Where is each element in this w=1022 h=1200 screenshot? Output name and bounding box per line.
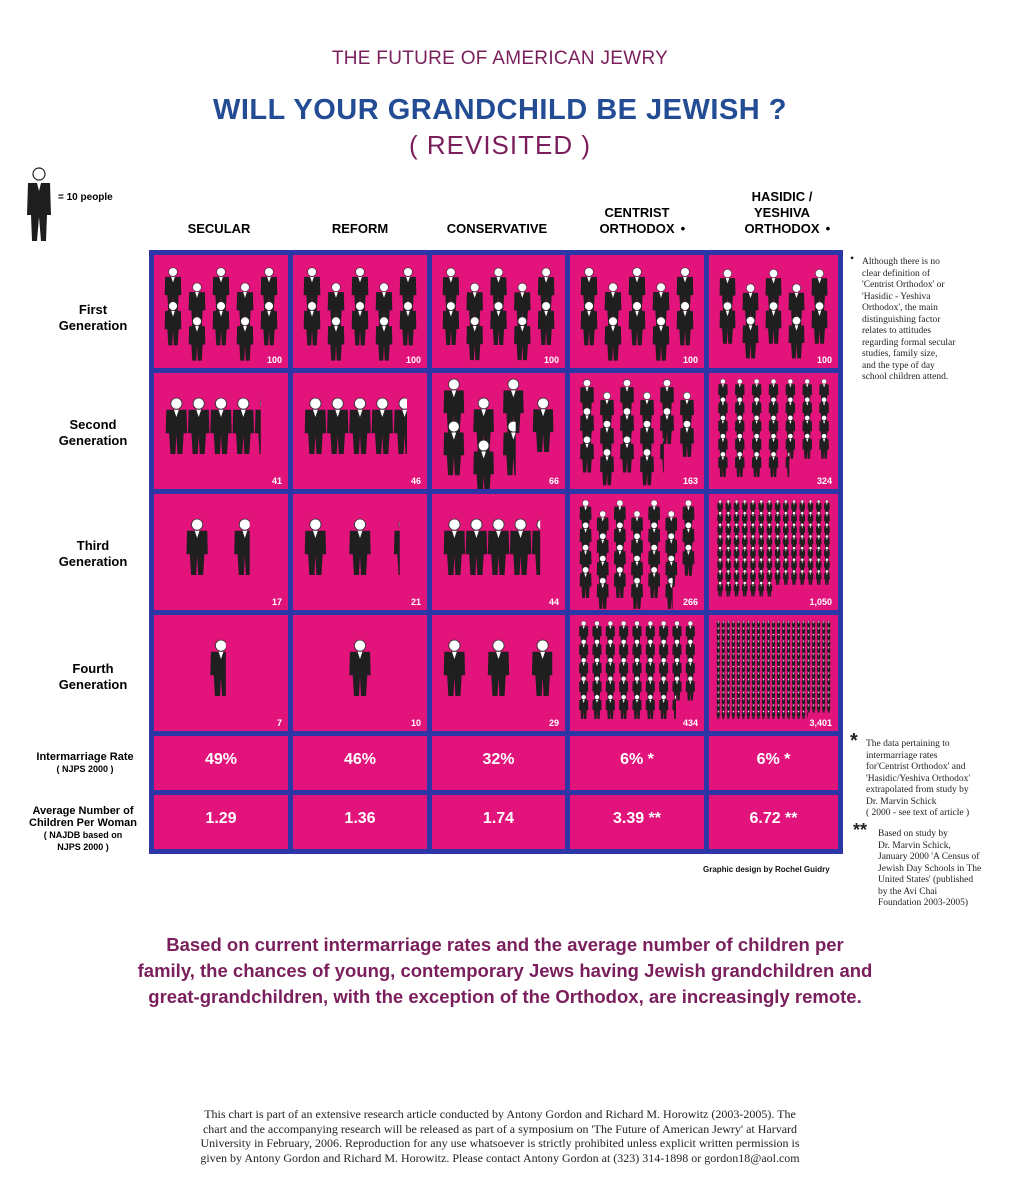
person-figure-icon bbox=[304, 302, 321, 346]
person-figure-icon bbox=[737, 711, 740, 719]
note-line: United States' (published bbox=[878, 875, 974, 885]
generation-count-label: 66 bbox=[548, 476, 559, 486]
intermarriage-value: 49% bbox=[204, 751, 238, 768]
graphic-credit: Graphic design by Rochel Guidry bbox=[703, 865, 830, 874]
row-header-line: Generation bbox=[58, 554, 128, 569]
generation-count-label: 10 bbox=[410, 718, 421, 728]
column-header-bullet: • bbox=[680, 221, 686, 236]
person-figure-icon bbox=[720, 302, 736, 344]
people-figures bbox=[432, 373, 565, 489]
generation-cell bbox=[570, 615, 704, 731]
person-figure-icon bbox=[747, 711, 750, 719]
person-figure-icon bbox=[394, 398, 415, 454]
generation-cell bbox=[432, 494, 565, 610]
intermarriage-value: 32% bbox=[482, 751, 515, 768]
person-figure-icon bbox=[653, 317, 670, 361]
people-figures bbox=[432, 494, 565, 610]
column-header-line: CENTRIST bbox=[604, 205, 670, 220]
person-figure-icon bbox=[606, 695, 615, 719]
row-header-line: Generation bbox=[58, 433, 128, 448]
person-figure-icon bbox=[802, 434, 812, 459]
person-figure-icon bbox=[327, 398, 348, 454]
person-figure-icon bbox=[233, 398, 254, 454]
person-figure-icon bbox=[734, 582, 740, 597]
note-line: 'Hasidic/Yeshiva Orthodox' bbox=[866, 773, 971, 784]
column-header-3 bbox=[567, 205, 707, 237]
row-header-line: Generation bbox=[58, 318, 128, 333]
column-header-2 bbox=[427, 221, 567, 237]
person-figure-icon bbox=[789, 317, 805, 359]
person-figure-icon bbox=[660, 436, 674, 472]
conclusion-text bbox=[40, 932, 970, 1010]
people-figures bbox=[154, 615, 288, 731]
generation-cell bbox=[293, 615, 427, 731]
person-figure-icon bbox=[758, 582, 764, 597]
generation-count-label: 434 bbox=[682, 718, 698, 728]
person-figure-icon bbox=[752, 711, 755, 719]
person-figure-icon bbox=[466, 519, 487, 575]
person-figure-icon bbox=[665, 578, 677, 609]
row-header-generation-1 bbox=[18, 302, 168, 334]
person-figure-icon bbox=[786, 452, 796, 477]
person-figure-icon bbox=[444, 640, 465, 696]
column-header-line: CONSERVATIVE bbox=[446, 221, 548, 236]
note-line: and the type of day bbox=[862, 360, 935, 371]
generation-count-label: 163 bbox=[682, 476, 698, 486]
person-figure-icon bbox=[817, 704, 820, 712]
person-figure-icon bbox=[400, 302, 417, 346]
person-figure-icon bbox=[443, 302, 460, 345]
person-figure-icon bbox=[750, 582, 756, 597]
legend-label: = 10 people bbox=[58, 192, 113, 203]
children-value: 1.74 bbox=[482, 810, 515, 827]
intermarriage-cell bbox=[570, 736, 704, 790]
row-header-line: Children Per Woman bbox=[29, 817, 137, 829]
conclusion-line: Based on current intermarriage rates and the average number of children per bbox=[166, 934, 844, 955]
person-figure-icon bbox=[255, 398, 276, 454]
person-figure-icon bbox=[580, 436, 594, 472]
children-value: 6.72 ** bbox=[749, 810, 798, 827]
generation-cell bbox=[570, 373, 704, 489]
generation-count-label: 41 bbox=[271, 476, 282, 486]
person-figure-icon bbox=[812, 302, 828, 344]
generation-cell bbox=[432, 615, 565, 731]
column-header-bullet: • bbox=[825, 221, 831, 236]
generation-cell bbox=[154, 615, 288, 731]
person-figure-icon bbox=[514, 317, 531, 360]
person-figure-icon bbox=[672, 695, 681, 719]
people-figures bbox=[293, 373, 427, 489]
people-figures bbox=[709, 615, 838, 731]
generation-count-label: 1,050 bbox=[809, 597, 832, 607]
note-line: 'Centrist Orthodox' or bbox=[862, 280, 945, 290]
row-header-line: Second bbox=[69, 417, 117, 432]
person-figure-icon bbox=[503, 421, 524, 475]
person-figure-icon bbox=[782, 711, 785, 719]
note-line: by the Avi Chai bbox=[878, 886, 938, 897]
note-orthodox-definition bbox=[862, 257, 1012, 384]
intermarriage-cell bbox=[154, 736, 288, 790]
person-figure-icon bbox=[394, 519, 415, 575]
row-header-line: Generation bbox=[58, 677, 128, 692]
person-figure-icon bbox=[742, 711, 745, 719]
intermarriage-cell bbox=[432, 736, 565, 790]
note-line: distinguishing factor bbox=[862, 314, 941, 325]
note-double-star-icon: ** bbox=[853, 820, 868, 840]
note-line: intermarriage rates bbox=[866, 750, 938, 761]
intermarriage-cell bbox=[709, 736, 838, 790]
person-figure-icon bbox=[686, 676, 695, 700]
person-figure-icon bbox=[631, 578, 643, 609]
person-figure-icon bbox=[305, 519, 326, 575]
column-header-line: YESHIVA bbox=[753, 205, 811, 220]
note-single-star-icon: * bbox=[850, 730, 858, 752]
person-figure-icon bbox=[237, 317, 254, 361]
people-figures bbox=[570, 494, 704, 610]
person-figure-icon bbox=[605, 317, 622, 361]
person-figure-icon bbox=[822, 704, 825, 712]
person-figure-icon bbox=[717, 711, 720, 719]
people-figures bbox=[154, 494, 288, 610]
people-figures bbox=[293, 615, 427, 731]
person-figure-icon bbox=[165, 302, 182, 346]
people-figures bbox=[154, 373, 288, 489]
column-header-line: HASIDIC / bbox=[751, 189, 813, 204]
person-figure-icon bbox=[680, 421, 694, 457]
note-intermarriage bbox=[866, 739, 1016, 820]
person-figure-icon bbox=[722, 711, 725, 719]
note-line: The data pertaining to bbox=[866, 739, 950, 749]
note-line: Dr. Marvin Schick bbox=[866, 796, 937, 807]
column-header-line: SECULAR bbox=[187, 221, 251, 236]
generation-cell bbox=[432, 255, 565, 368]
person-figure-icon bbox=[466, 317, 483, 360]
person-figure-icon bbox=[349, 640, 370, 696]
generation-count-label: 324 bbox=[816, 476, 832, 486]
person-figure-icon bbox=[597, 578, 609, 609]
note-line: studies, family size, bbox=[862, 349, 938, 359]
person-figure-icon bbox=[682, 545, 694, 576]
person-figure-icon bbox=[579, 695, 588, 719]
column-header-1 bbox=[290, 221, 430, 237]
generation-cell bbox=[709, 494, 838, 610]
generation-count-label: 17 bbox=[271, 597, 282, 607]
person-figure-icon bbox=[188, 398, 209, 454]
people-figures bbox=[709, 373, 838, 489]
generation-count-label: 100 bbox=[266, 355, 282, 365]
column-header-line: REFORM bbox=[331, 221, 389, 236]
people-figures bbox=[293, 255, 427, 368]
person-figure-icon bbox=[213, 302, 230, 346]
person-figure-icon bbox=[791, 570, 797, 585]
person-figure-icon bbox=[725, 582, 731, 597]
chart-grid bbox=[149, 250, 843, 854]
note-line: Based on study by bbox=[878, 829, 948, 839]
person-figure-icon bbox=[592, 695, 601, 719]
person-figure-icon bbox=[648, 567, 660, 598]
person-figure-icon bbox=[735, 452, 745, 477]
person-figure-icon bbox=[580, 567, 592, 598]
note-line: Orthodox', the main bbox=[862, 303, 938, 313]
person-figure-icon bbox=[210, 398, 231, 454]
row-header-line: Average Number of bbox=[32, 805, 134, 817]
children-cell bbox=[432, 795, 565, 849]
intermarriage-value: 46% bbox=[343, 751, 377, 768]
person-figure-icon bbox=[732, 711, 735, 719]
generation-cell bbox=[570, 255, 704, 368]
person-figure-icon bbox=[772, 711, 775, 719]
generation-count-label: 100 bbox=[405, 355, 421, 365]
note-line: Foundation 2003-2005) bbox=[878, 898, 968, 908]
person-figure-icon bbox=[261, 302, 278, 346]
person-figure-icon bbox=[808, 570, 814, 585]
generation-cell bbox=[432, 373, 565, 489]
row-header-generation-2 bbox=[18, 417, 168, 449]
person-figure-icon bbox=[646, 695, 655, 719]
generation-count-label: 21 bbox=[410, 597, 421, 607]
note-line: January 2000 'A Census of bbox=[878, 852, 980, 862]
legend-person-figure-icon bbox=[25, 165, 53, 245]
people-figures bbox=[432, 615, 565, 731]
people-figures bbox=[154, 255, 288, 368]
children-cell bbox=[709, 795, 838, 849]
page-subtitle: ( REVISITED ) bbox=[408, 130, 591, 160]
generation-cell bbox=[709, 373, 838, 489]
person-figure-icon bbox=[376, 317, 393, 361]
conclusion-line: great-grandchildren, with the exception of the Orthodox, are increasingly remote. bbox=[148, 986, 862, 1007]
note-line: Jewish Day Schools in The bbox=[878, 863, 982, 874]
person-figure-icon bbox=[349, 398, 370, 454]
children-value: 1.36 bbox=[344, 810, 376, 827]
person-figure-icon bbox=[532, 519, 553, 575]
person-figure-icon bbox=[234, 519, 255, 575]
generation-cell bbox=[154, 255, 288, 368]
person-figure-icon bbox=[762, 711, 765, 719]
person-figure-icon bbox=[677, 302, 694, 346]
person-figure-icon bbox=[488, 640, 509, 696]
person-figure-icon bbox=[352, 302, 369, 346]
people-figures bbox=[293, 494, 427, 610]
supertitle: THE FUTURE OF AMERICAN JEWRY bbox=[331, 48, 669, 69]
note-line: for'Centrist Orthodox' and bbox=[866, 762, 966, 772]
generation-cell bbox=[709, 615, 838, 731]
note-children bbox=[878, 829, 1018, 910]
footer-line: given by Antony Gordon and Richard M. Horowitz. Please contact Antony Gordon at (323) 314-1898 or gordon18@aol.com bbox=[200, 1150, 800, 1165]
person-figure-icon bbox=[757, 711, 760, 719]
person-figure-icon bbox=[532, 640, 553, 696]
people-figures bbox=[709, 494, 838, 610]
intermarriage-value: 6% * bbox=[756, 751, 791, 768]
person-figure-icon bbox=[372, 398, 393, 454]
person-figure-icon bbox=[640, 449, 654, 485]
person-figure-icon bbox=[210, 640, 231, 696]
person-figure-icon bbox=[786, 434, 796, 459]
person-figure-icon bbox=[792, 711, 795, 719]
generation-count-label: 46 bbox=[410, 476, 421, 486]
intermarriage-value: 6% * bbox=[620, 751, 654, 768]
row-header-generation-3 bbox=[18, 538, 168, 570]
conclusion-line: family, the chances of young, contemporary Jews having Jewish grandchildren and bbox=[137, 960, 873, 981]
people-figures bbox=[432, 255, 565, 368]
note-line: ( 2000 - see text of article ) bbox=[866, 808, 970, 818]
person-figure-icon bbox=[797, 711, 800, 719]
person-figure-icon bbox=[816, 570, 822, 585]
row-header-intermarriage bbox=[10, 751, 160, 775]
generation-cell bbox=[154, 494, 288, 610]
note-bullet: • bbox=[850, 251, 855, 265]
row-header-sub: ( NJPS 2000 ) bbox=[56, 764, 114, 774]
column-header-line: ORTHODOX • bbox=[599, 221, 686, 236]
row-header-children bbox=[8, 805, 158, 853]
row-header-line: Fourth bbox=[72, 661, 114, 676]
person-figure-icon bbox=[166, 398, 187, 454]
person-figure-icon bbox=[787, 711, 790, 719]
person-figure-icon bbox=[718, 452, 728, 477]
person-figure-icon bbox=[672, 676, 681, 700]
footer-line: This chart is part of an extensive research article conducted by Antony Gordon and Richard M. Horowitz (2003-2005). The bbox=[204, 1107, 796, 1121]
person-figure-icon bbox=[473, 440, 494, 489]
person-figure-icon bbox=[742, 582, 748, 597]
person-figure-icon bbox=[510, 519, 531, 575]
note-line: extrapolated from study by bbox=[866, 785, 969, 795]
generation-count-label: 3,401 bbox=[809, 718, 832, 728]
generation-count-label: 7 bbox=[276, 718, 282, 728]
people-figures bbox=[709, 255, 838, 368]
children-cell bbox=[154, 795, 288, 849]
person-figure-icon bbox=[186, 519, 207, 575]
row-header-generation-4 bbox=[18, 661, 168, 693]
generation-count-label: 29 bbox=[548, 718, 559, 728]
generation-cell bbox=[154, 373, 288, 489]
generation-count-label: 100 bbox=[543, 355, 559, 365]
person-figure-icon bbox=[189, 317, 206, 361]
person-figure-icon bbox=[488, 519, 509, 575]
person-figure-icon bbox=[619, 695, 628, 719]
person-figure-icon bbox=[717, 582, 723, 597]
people-figures bbox=[570, 255, 704, 368]
person-figure-icon bbox=[490, 302, 507, 345]
person-figure-icon bbox=[807, 704, 810, 712]
generation-cell bbox=[293, 494, 427, 610]
row-header-line: Intermarriage Rate bbox=[36, 751, 134, 763]
people-figures bbox=[570, 615, 704, 731]
person-figure-icon bbox=[349, 519, 370, 575]
person-figure-icon bbox=[767, 711, 770, 719]
generation-count-label: 44 bbox=[548, 597, 559, 607]
page-title: WILL YOUR GRANDCHILD BE JEWISH ? bbox=[213, 94, 787, 126]
person-figure-icon bbox=[581, 302, 598, 346]
person-figure-icon bbox=[743, 317, 759, 359]
note-line: relates to attitudes bbox=[862, 326, 932, 336]
person-figure-icon bbox=[752, 452, 762, 477]
row-header-line: First bbox=[78, 302, 108, 317]
generation-cell bbox=[709, 255, 838, 368]
person-figure-icon bbox=[533, 398, 554, 452]
generation-cell bbox=[293, 373, 427, 489]
person-figure-icon bbox=[767, 582, 773, 597]
person-figure-icon bbox=[659, 695, 668, 719]
row-header-line: Third bbox=[76, 538, 110, 553]
column-header-4 bbox=[712, 189, 852, 237]
person-figure-icon bbox=[824, 570, 830, 585]
person-figure-icon bbox=[305, 398, 326, 454]
children-cell bbox=[293, 795, 427, 849]
note-line: regarding formal secular bbox=[862, 337, 956, 348]
column-header-line: ORTHODOX • bbox=[744, 221, 831, 236]
person-figure-icon bbox=[632, 695, 641, 719]
person-figure-icon bbox=[444, 421, 465, 475]
children-value: 1.29 bbox=[205, 810, 237, 827]
note-line: 'Hasidic - Yeshiva bbox=[862, 291, 931, 302]
intermarriage-cell bbox=[293, 736, 427, 790]
note-line: clear definition of bbox=[862, 268, 931, 279]
person-figure-icon bbox=[538, 302, 555, 345]
person-figure-icon bbox=[812, 704, 815, 712]
generation-count-label: 100 bbox=[816, 355, 832, 365]
footer-text bbox=[140, 1107, 860, 1165]
person-figure-icon bbox=[783, 570, 789, 585]
generation-cell bbox=[293, 255, 427, 368]
person-figure-icon bbox=[766, 302, 782, 344]
person-figure-icon bbox=[727, 711, 730, 719]
person-figure-icon bbox=[827, 704, 830, 712]
note-line: Although there is no bbox=[862, 257, 940, 267]
person-figure-icon bbox=[769, 452, 779, 477]
children-cell bbox=[570, 795, 704, 849]
row-header-sub: NJPS 2000 ) bbox=[57, 842, 109, 852]
note-line: school children attend. bbox=[862, 372, 949, 382]
person-figure-icon bbox=[614, 567, 626, 598]
generation-count-label: 266 bbox=[682, 597, 698, 607]
people-figures bbox=[570, 373, 704, 489]
note-line: Dr. Marvin Schick, bbox=[878, 840, 951, 851]
row-header-sub: ( NAJDB based on bbox=[43, 830, 123, 840]
column-header-0 bbox=[149, 221, 289, 237]
person-figure-icon bbox=[819, 434, 829, 459]
person-figure-icon bbox=[775, 570, 781, 585]
footer-line: chart and the accompanying research will be released as part of a symposium on 'The Future of American Jewry' at Harvard bbox=[202, 1121, 798, 1136]
footer-line: University in February, 2006. Reproduction for any use whatsoever is strictly prohibited unless explicit written permission is bbox=[200, 1136, 800, 1150]
generation-count-label: 100 bbox=[682, 355, 698, 365]
person-figure-icon bbox=[629, 302, 646, 346]
person-figure-icon bbox=[777, 711, 780, 719]
person-figure-icon bbox=[328, 317, 345, 361]
person-figure-icon bbox=[802, 711, 805, 719]
children-value: 3.39 ** bbox=[612, 810, 662, 827]
person-figure-icon bbox=[600, 449, 614, 485]
person-figure-icon bbox=[444, 519, 465, 575]
person-figure-icon bbox=[799, 570, 805, 585]
person-figure-icon bbox=[660, 408, 674, 444]
generation-cell bbox=[570, 494, 704, 610]
person-figure-icon bbox=[620, 436, 634, 472]
